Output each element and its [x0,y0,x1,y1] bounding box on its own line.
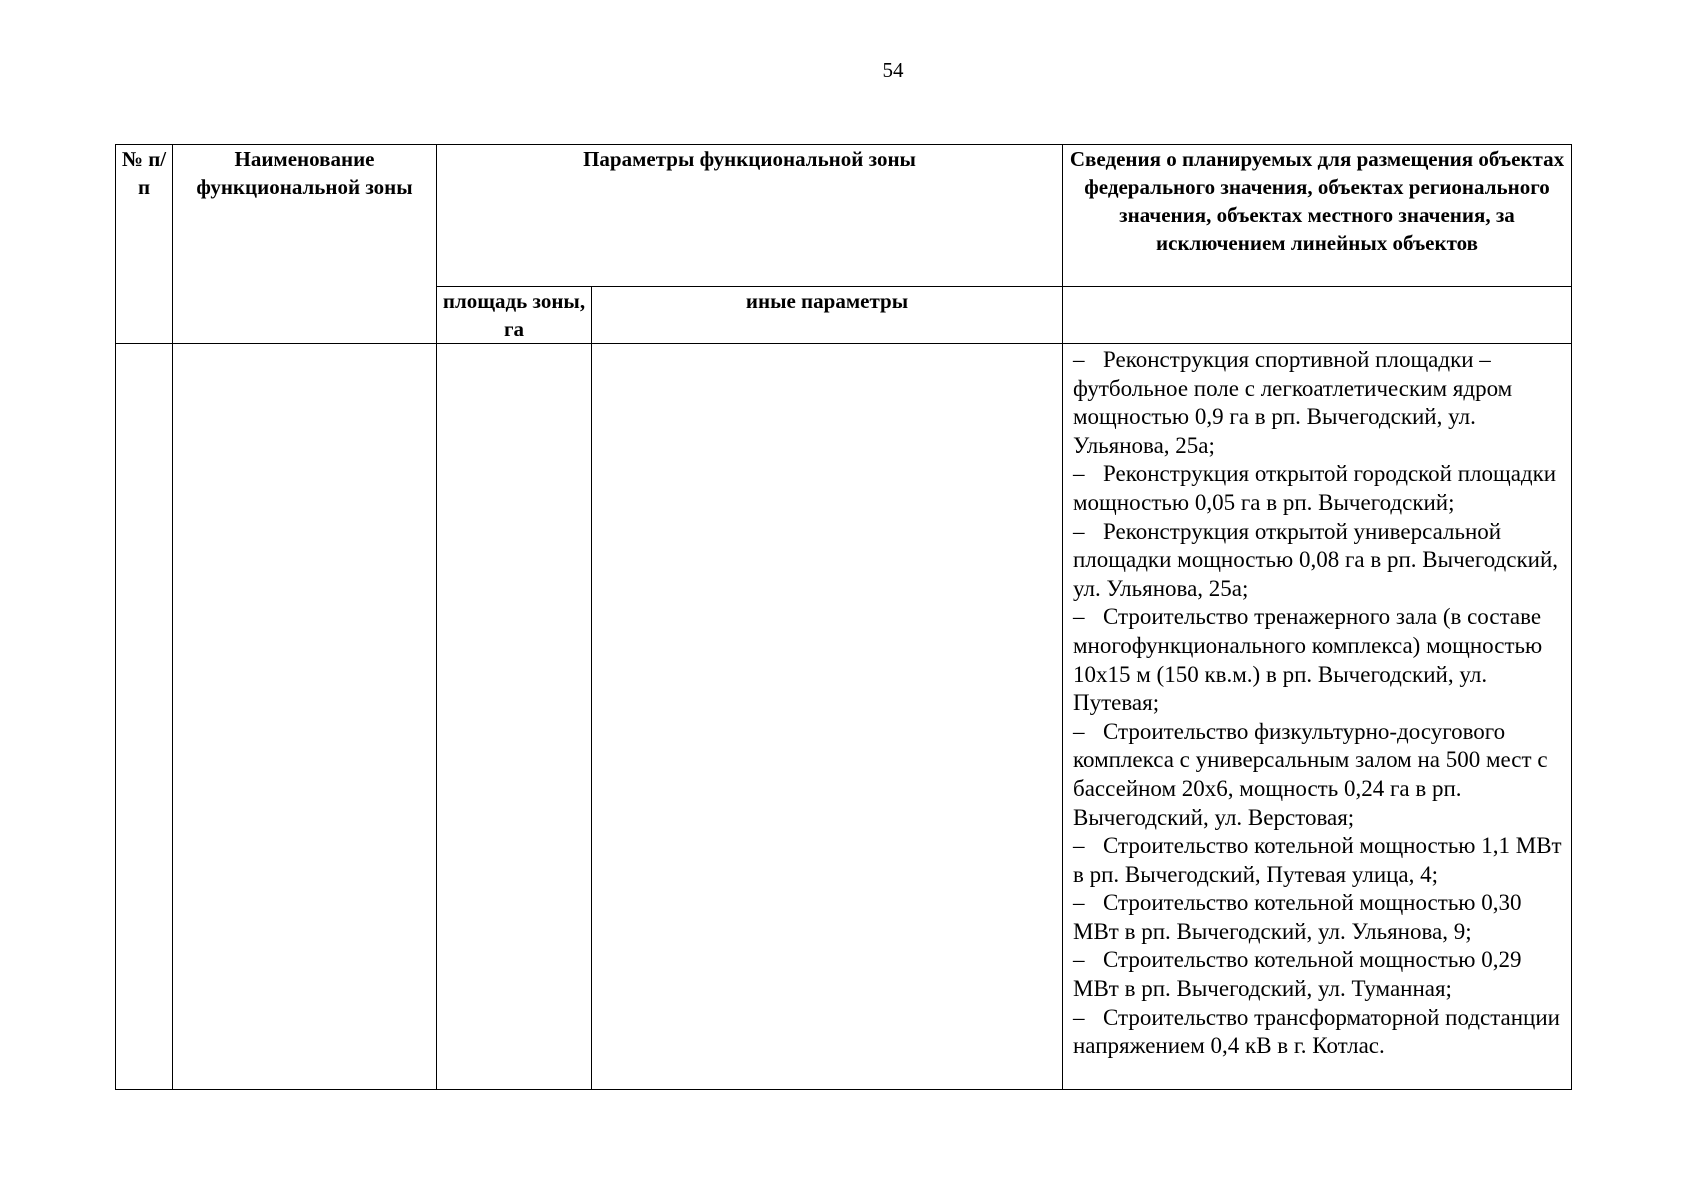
table-header-row [116,145,1572,287]
table-row [116,344,1572,1090]
header-zone-area: площадь зоны, га [437,287,592,344]
bullet-dash: – [1073,461,1085,487]
planned-object-item: – Строительство трансформаторной подстанции напряжением 0,4 кВ в г. Котлас. [1073,1004,1560,1059]
row-name-cell [173,344,437,1090]
header-empty-cell [1063,287,1572,344]
functional-zones-table [115,144,1572,1090]
bullet-dash: – [1073,947,1085,973]
bullet-dash: – [1073,833,1085,859]
header-number: № п/п [116,145,173,344]
header-other-parameters: иные параметры [592,287,1063,344]
planned-object-item: – Реконструкция открытой городской площадки мощностью 0,05 га в рп. Вычегодский; [1073,461,1557,515]
row-area-cell [437,344,592,1090]
planned-object-item: – Реконструкция спортивной площадки – футбольное поле с легкоатлетическим ядром мощностью 0,9 га в рп. Вычегодский, ул. Ульянова, 25а; [1073,347,1513,458]
bullet-dash: – [1073,518,1085,544]
bullet-dash: – [1073,347,1085,372]
row-planned-objects-cell [1063,344,1572,1090]
bullet-dash: – [1073,718,1085,744]
row-number-cell [116,344,173,1090]
planned-object-item: – Строительство котельной мощностью 0,29 МВт в рп. Вычегодский, ул. Туманная; [1073,947,1522,1002]
planned-object-item: – Строительство физкультурно-досугового комплекса с универсальным залом на 500 мест с бассейном 20х6, мощность 0,24 га в рп. Вычегодский, ул. Верстовая; [1073,718,1548,830]
planned-object-item: – Реконструкция открытой универсальной площадки мощностью 0,08 га в рп. Вычегодский, ул. Ульянова, 25а; [1073,518,1558,601]
header-zone-name: Наименование функциональной зоны [173,145,437,344]
page-number: 54 [882,58,904,82]
bullet-dash: – [1073,890,1085,916]
row-other-cell [592,344,1063,1090]
bullet-dash: – [1073,604,1085,630]
planned-object-item: – Строительство котельной мощностью 0,30 МВт в рп. Вычегодский, ул. Ульянова, 9; [1073,890,1522,944]
planned-object-item: – Строительство тренажерного зала (в составе многофункционального комплекса) мощностью 10х15 м (150 кв.м.) в рп. Вычегодский, ул. Путевая; [1073,604,1543,716]
header-zone-parameters: Параметры функциональной зоны [437,145,1063,287]
planned-object-item: – Строительство котельной мощностью 1,1 МВт в рп. Вычегодский, Путевая улица, 4; [1073,833,1562,887]
header-planned-objects: Сведения о планируемых для размещения объектах федерального значения, объектах регионального значения, объектах местного значения, за исключением линейных объектов [1063,145,1572,287]
bullet-dash: – [1073,1004,1085,1030]
